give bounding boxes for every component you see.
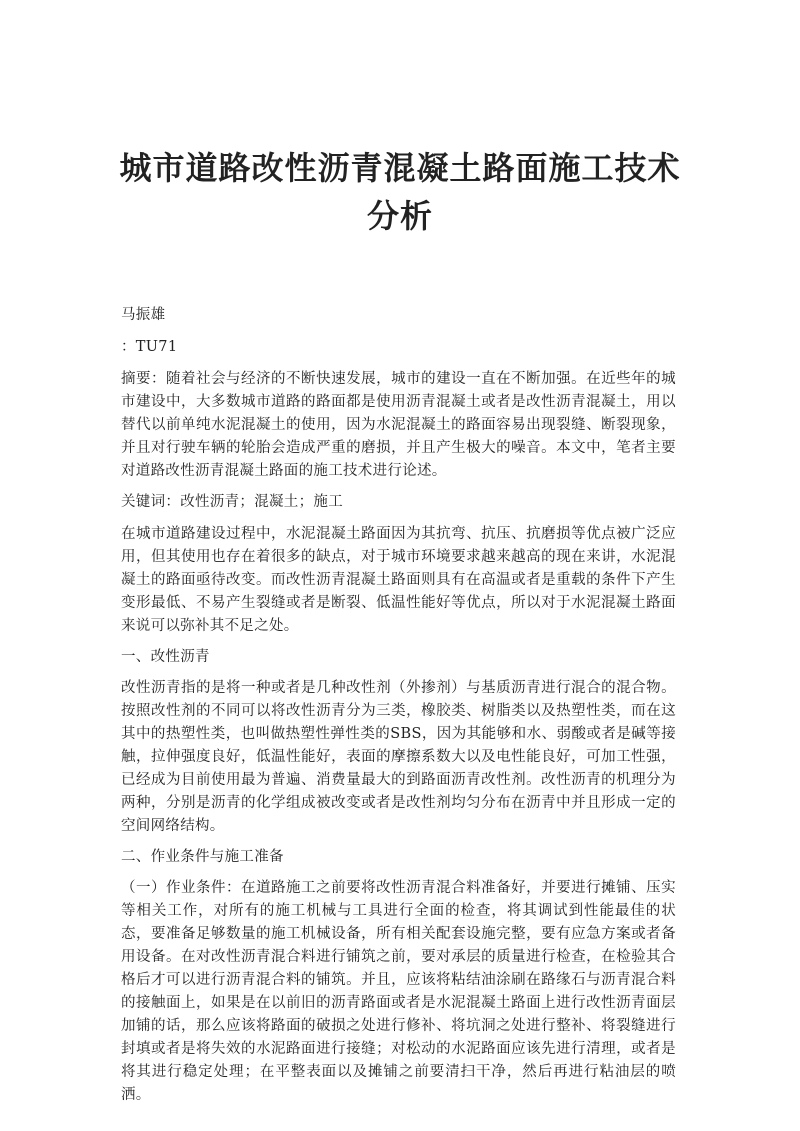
abstract-paragraph: 摘要：随着社会与经济的不断快速发展，城市的建设一直在不断加强。在近些年的城市建设中，大多数城市道路的路面都是使用沥青混凝土或者是改性沥青混凝土，用以替代以前单纯水泥混凝土的使用，因为水泥混凝土的路面容易出现裂缝、断裂现象，并且对行驶车辆的轮胎会造成严重的磨损，并且产生极大的噪音。本文中，笔者主要对道路改性沥青混凝土路面的施工技术进行论述。 [121, 371, 676, 479]
section-1-paragraph: 改性沥青指的是将一种或者是几种改性剂（外掺剂）与基质沥青进行混合的混合物。按照改性剂的不同可以将改性沥青分为三类，橡胶类、树脂类以及热塑性类，而在这其中的热塑性类，也叫做热塑性弹性类的SBS，因为其能够和水、弱酸或者是碱等接触，拉伸强度良好，低温性能好，表面的摩擦系数大以及电性能良好，可加工性强，已经成为目前使用最为普遍、消费量最大的到路面沥青改性剂。改性沥青的机理分为两种，分别是沥青的化学组成被改变或者是改性剂均匀分布在沥青中并且形成一定的空间网络结构。 [121, 680, 676, 834]
section-2-paragraph: （一）作业条件：在道路施工之前要将改性沥青混合料准备好，并要进行摊铺、压实等相关工作，对所有的施工机械与工具进行全面的检查，将其调试到性能最佳的状态，要准备足够数量的施工机械设备，所有相关配套设施完整，要有应急方案或者备用设备。在对改性沥青混合料进行铺筑之前，要对承层的质量进行检查，在检验其合格后才可以进行沥青混合料的铺筑。并且，应该将粘结油涂刷在路缘石与沥青混合料的接触面上，如果是在以前旧的沥青路面或者是水泥混凝土路面上进行改性沥青面层加铺的话，那么应该将路面的破损之处进行修补、将坑洞之处进行整补、将裂缝进行封填或者是将失效的水泥路面进行接缝；对松动的水泥路面应该先进行清理，或者是将其进行稳定处理；在平整表面以及摊铺之前要清扫干净，然后再进行粘油层的喷洒。 [121, 880, 676, 1103]
section-1-heading: 一、改性沥青 [121, 649, 210, 665]
document-body [121, 304, 676, 1115]
intro-paragraph: 在城市道路建设过程中，水泥混凝土路面因为其抗弯、抗压、抗磨损等优点被广泛应用，但其使用也存在着很多的缺点，对于城市环境要求越来越高的现在来讲，水泥混凝土的路面亟待改变。而改性沥青混凝土路面则具有在高温或者是重载的条件下产生变形最低、不易产生裂缝或者是断裂、低温性能好等优点，所以对于水泥混凝土路面来说可以弥补其不足之处。 [121, 526, 676, 634]
classification-number: ：TU71 [121, 339, 178, 355]
document-title: 城市道路改性沥青混凝土路面施工技术分析 [119, 149, 681, 235]
section-2-heading: 二、作业条件与施工准备 [121, 849, 284, 865]
author-name: 马振雄 [121, 307, 166, 323]
keywords-line: 关键词：改性沥青；混凝土；施工 [121, 494, 343, 510]
